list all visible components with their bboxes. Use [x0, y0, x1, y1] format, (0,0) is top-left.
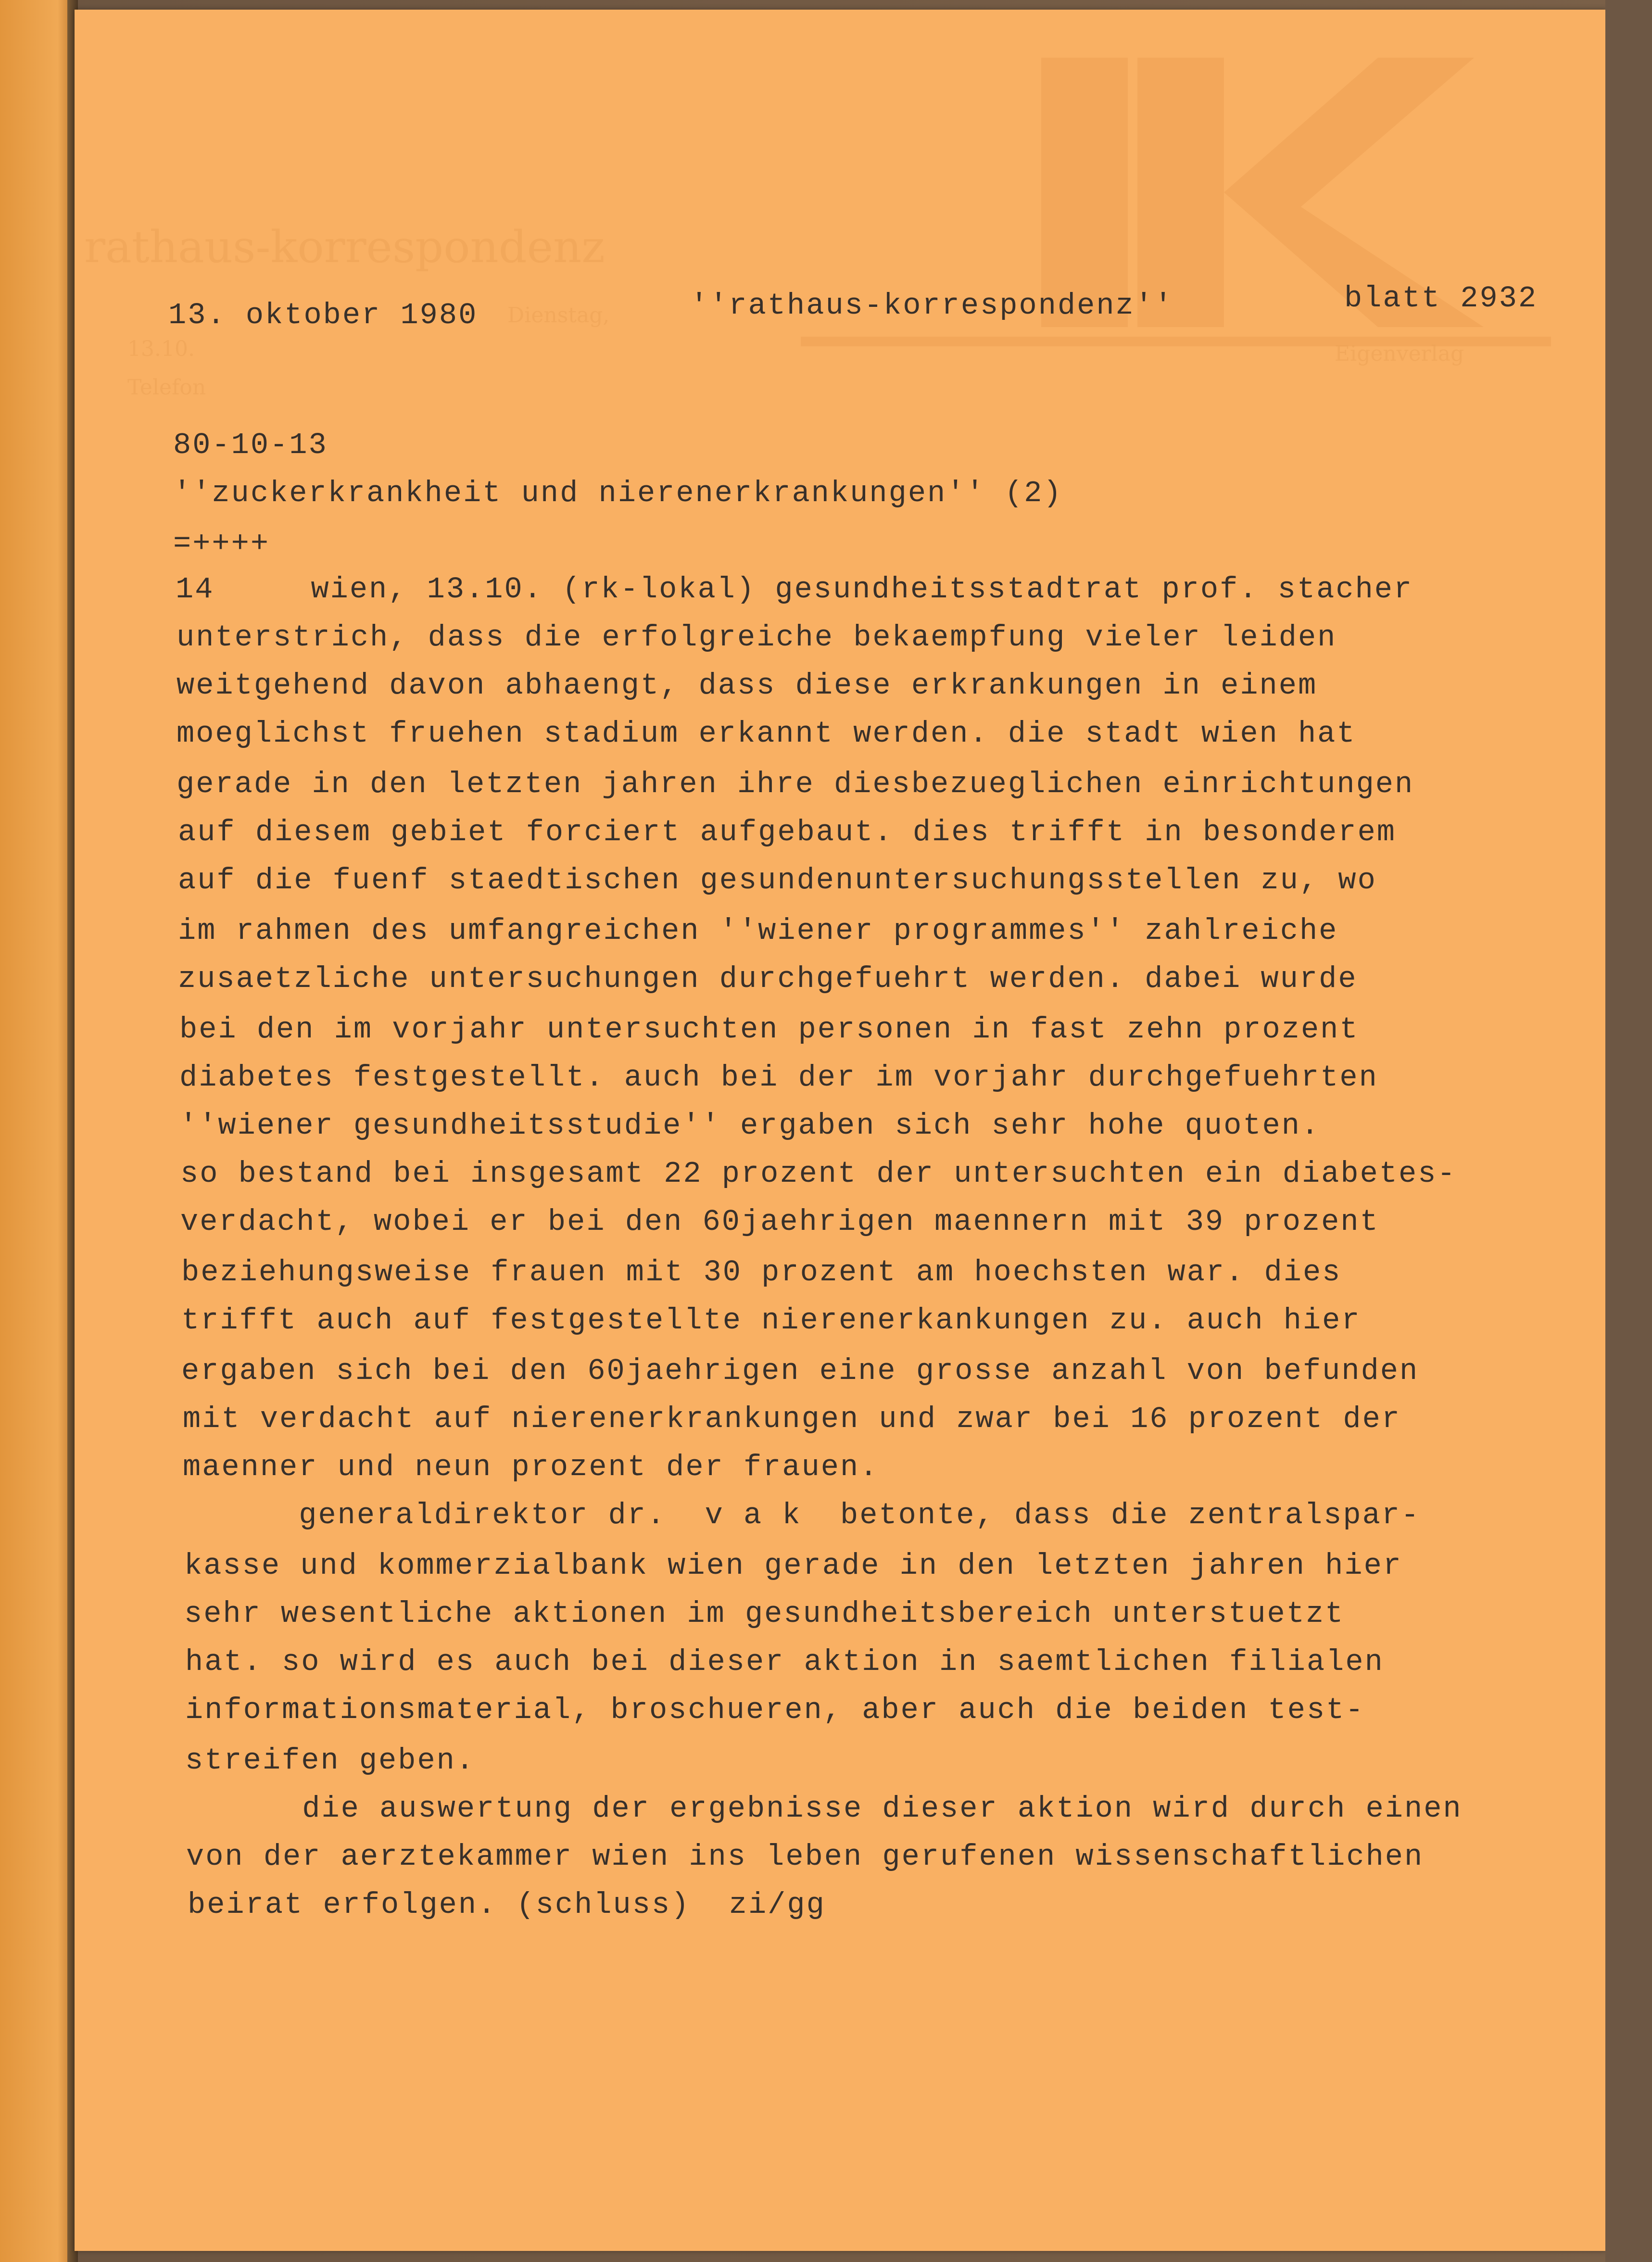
body-line: beirat erfolgen. (schluss) zi/gg	[188, 1888, 826, 1922]
body-line: maenner und neun prozent der frauen.	[183, 1450, 879, 1484]
body-line: unterstrich, dass die erfolgreiche bekaempfung vieler leiden	[177, 620, 1337, 655]
scanner-bed-edge	[1605, 0, 1652, 2262]
body-line: zusaetzliche untersuchungen durchgefuehrt werden. dabei wurde	[178, 962, 1358, 996]
body-line: ergaben sich bei den 60jaehrigen eine grosse anzahl von befunden	[181, 1354, 1419, 1388]
typed-text	[75, 10, 1606, 2251]
body-line: so bestand bei insgesamt 22 prozent der untersuchten ein diabetes-	[180, 1157, 1457, 1191]
body-line: auf die fuenf staedtischen gesundenuntersuchungsstellen zu, wo	[178, 863, 1377, 897]
body-line: moeglichst fruehen stadium erkannt werden. die stadt wien hat	[177, 717, 1356, 751]
body-line: hat. so wird es auch bei dieser aktion in saemtlichen filialen	[185, 1645, 1384, 1679]
header-title: ''rathaus-korrespondenz''	[690, 289, 1174, 323]
body-line: sehr wesentliche aktionen im gesundheitsbereich unterstuetzt	[184, 1597, 1345, 1631]
watermark-line: 13.10.	[127, 337, 195, 361]
body-line: bei den im vorjahr untersuchten personen in fast zehn prozent	[179, 1012, 1359, 1047]
masthead-title-watermark: rathaus-korrespondenz	[84, 221, 605, 273]
priority-marker: =++++	[173, 527, 270, 561]
body-line: diabetes festgestellt. auch bei der im vorjahr durchgefuehrten	[179, 1061, 1378, 1095]
body-line: im rahmen des umfangreichen ''wiener programmes'' zahlreiche	[178, 914, 1338, 948]
dispatch-code: 80-10-13	[173, 428, 328, 462]
body-line: streifen geben.	[185, 1744, 476, 1778]
body-line: gerade in den letzten jahren ihre diesbezueglichen einrichtungen	[177, 767, 1414, 801]
body-line: die auswertung der ergebnisse dieser aktion wird durch einen	[186, 1792, 1463, 1826]
body-line: generaldirektor dr. v a k betonte, dass die zentralspar-	[183, 1498, 1421, 1532]
document-sheet	[75, 10, 1606, 2251]
body-line: ''wiener gesundheitsstudie'' ergaben sich sehr hohe quoten.	[179, 1109, 1321, 1143]
body-line: trifft auch auf festgestellte nierenerkankungen zu. auch hier	[181, 1303, 1361, 1338]
body-line: kasse und kommerzialbank wien gerade in den letzten jahren hier	[184, 1549, 1402, 1583]
body-line: 14 wien, 13.10. (rk-lokal) gesundheitsstadtrat prof. stacher	[176, 572, 1413, 607]
body-line: beziehungsweise frauen mit 30 prozent am hoechsten war. dies	[181, 1255, 1342, 1289]
article-heading: ''zuckerkrankheit und nierenerkrankungen'' (2)	[173, 476, 1063, 510]
watermark-line: Dienstag,	[507, 303, 610, 328]
body-line: verdacht, wobei er bei den 60jaehrigen maennern mit 39 prozent	[180, 1205, 1379, 1239]
watermark-line: Telefon	[127, 375, 206, 400]
body-line: auf diesem gebiet forciert aufgebaut. dies trifft in besonderem	[178, 815, 1396, 849]
previous-page-edge	[0, 0, 72, 2262]
watermark-line: Eigenverlag	[1335, 341, 1464, 366]
body-line: von der aerztekammer wien ins leben gerufenen wissenschaftlichen	[186, 1840, 1424, 1874]
header-page-number: blatt 2932	[1344, 281, 1538, 316]
body-line: weitgehend davon abhaengt, dass diese erkrankungen in einem	[177, 669, 1318, 703]
body-line: informationsmaterial, broschueren, aber auch die beiden test-	[185, 1693, 1365, 1727]
header-date: 13. oktober 1980	[168, 298, 478, 332]
body-line: mit verdacht auf nierenerkrankungen und zwar bei 16 prozent der	[183, 1402, 1401, 1436]
